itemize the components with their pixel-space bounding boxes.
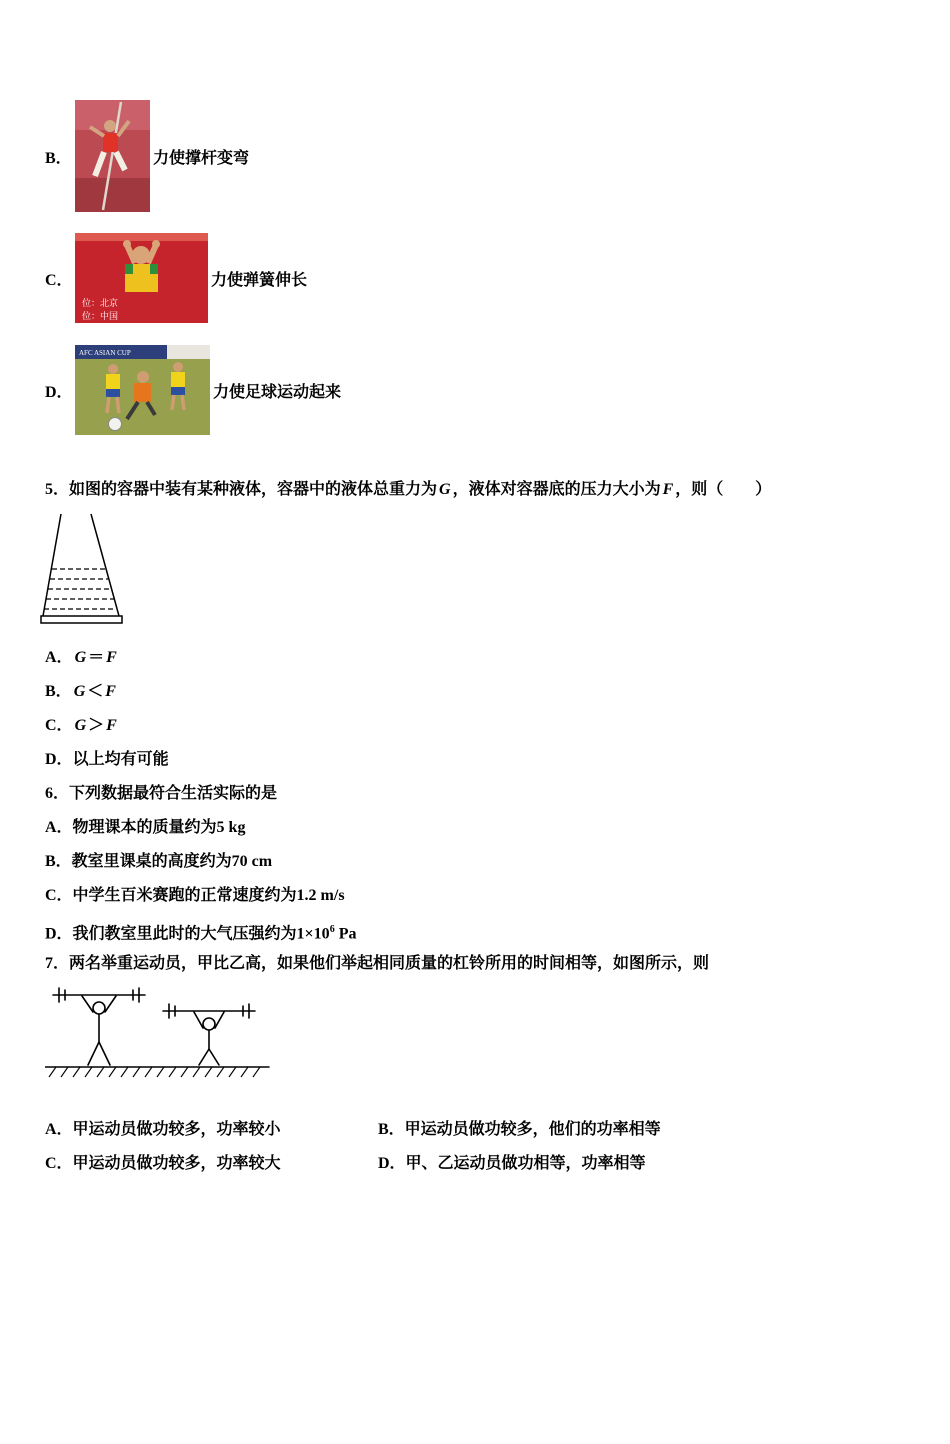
q5-stem — [45, 473, 905, 507]
exponent: 6 — [329, 924, 335, 935]
q6-stem: 6．下列数据最符合生活实际的是 — [45, 785, 278, 802]
option-text: B．教室里课桌的高度约为70 cm — [45, 853, 273, 870]
option-text-suffix: Pa — [334, 925, 357, 943]
stem-text: ，则（ ） — [675, 481, 772, 498]
weightlifters-diagram — [45, 985, 275, 1081]
q5-option-b — [45, 675, 905, 709]
option-text: C．甲运动员做功较多，功率较大 — [45, 1155, 281, 1172]
variable-g: G — [74, 649, 87, 666]
soccer-photo — [75, 345, 210, 435]
exam-document-page — [0, 100, 950, 1181]
variable-g: G — [439, 481, 451, 498]
q7-options — [45, 1113, 905, 1181]
option-label: D． — [45, 751, 73, 768]
stem-text: ，液体对容器底的压力大小为 — [452, 481, 661, 498]
ad-board-text: AFC ASIAN CUP — [79, 349, 131, 357]
variable-f: F — [662, 481, 674, 498]
banner-text-1: 位：北京 — [82, 298, 119, 308]
option-label: C． — [45, 717, 73, 734]
variable-f: F — [106, 649, 117, 666]
q4-option-d-row — [45, 345, 905, 435]
q4-option-c-caption: 力使弹簧伸长 — [211, 271, 308, 289]
option-text: B．甲运动员做功较多，他们的功率相等 — [378, 1121, 661, 1138]
q5-option-a — [45, 641, 905, 675]
stem-text: 5．如图的容器中装有某种液体，容器中的液体总重力为 — [45, 481, 438, 498]
option-text: A．物理课本的质量约为5 kg — [45, 819, 246, 836]
option-text: A．甲运动员做功较多，功率较小 — [45, 1121, 281, 1138]
q4-option-b-label: B． — [45, 149, 72, 167]
option-label: A． — [45, 649, 73, 666]
q7-stem: 7．两名举重运动员，甲比乙高，如果他们举起相同质量的杠铃所用的时间相等，如图所示，则 — [45, 955, 710, 972]
variable-g: G — [74, 717, 87, 734]
variable-f: F — [105, 683, 116, 700]
variable-g: G — [73, 683, 86, 700]
q7-option-c — [45, 1147, 378, 1181]
banner-text-2: 位：中国 — [82, 311, 119, 321]
operator: ＜ — [87, 683, 104, 700]
container-diagram — [39, 511, 134, 631]
option-text: D．甲、乙运动员做功相等，功率相等 — [378, 1155, 646, 1172]
option-text: 以上均有可能 — [72, 751, 169, 768]
operator: ＞ — [88, 717, 105, 734]
q5-options — [45, 641, 905, 777]
q7-option-d — [378, 1147, 905, 1181]
q7-option-b — [378, 1113, 905, 1147]
variable-f: F — [106, 717, 117, 734]
q5-option-d — [45, 743, 905, 777]
pole-vault-photo — [75, 100, 150, 212]
operator: ＝ — [88, 649, 105, 666]
option-text: C．中学生百米赛跑的正常速度约为1.2 m/s — [45, 887, 345, 904]
q6-option-d — [45, 913, 905, 947]
q5-option-c — [45, 709, 905, 743]
option-label: B． — [45, 683, 72, 700]
q4-option-b-row — [45, 100, 905, 212]
q4-option-c-row — [45, 233, 905, 323]
option-text: D．我们教室里此时的大气压强约为1×10 — [45, 925, 330, 943]
q4-option-d-label: D． — [45, 383, 73, 401]
q7-option-a — [45, 1113, 378, 1147]
q4-option-d-caption: 力使足球运动起来 — [213, 383, 342, 401]
q4-option-c-label: C． — [45, 271, 73, 289]
q6-option-a — [45, 811, 905, 845]
celebration-photo — [75, 233, 208, 323]
q6-option-c — [45, 879, 905, 913]
q6-option-b — [45, 845, 905, 879]
q4-option-b-caption: 力使撑杆变弯 — [153, 149, 250, 167]
